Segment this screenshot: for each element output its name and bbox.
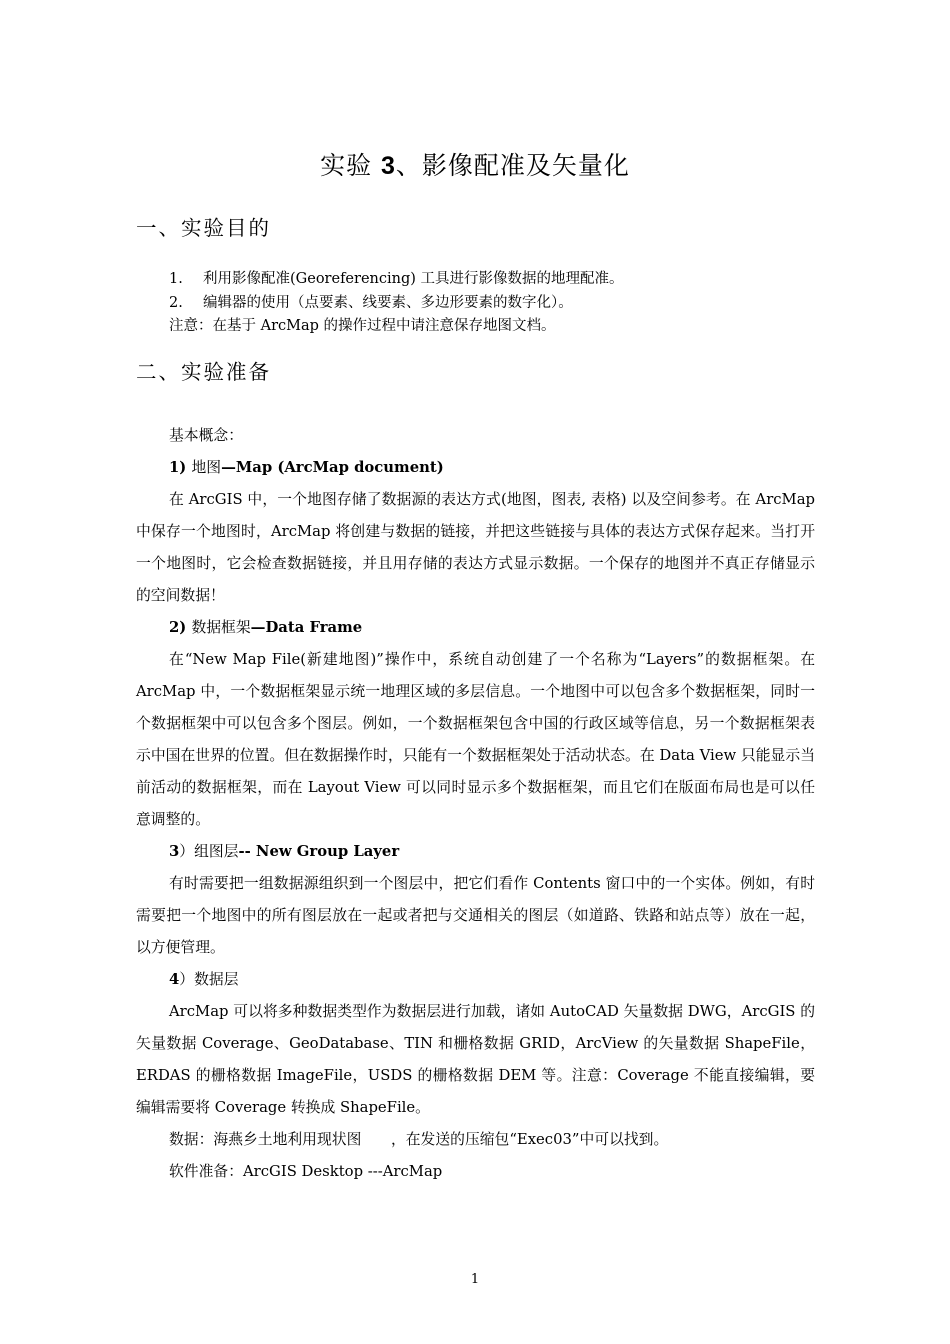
note-text: 注意：在基于 ArcMap 的操作过程中请注意保存地图文档。 <box>169 318 556 334</box>
objectives-list <box>169 268 819 339</box>
subheading-map: 1) 地图—Map (ArcMap document) <box>169 459 444 476</box>
subheading-data-frame: 2) 数据框架—Data Frame <box>169 619 363 636</box>
software-line: 软件准备：ArcGIS Desktop ---ArcMap <box>169 1163 443 1180</box>
list-item: 2. 编辑器的使用（点要素、线要素、多边形要素的数字化）。 <box>169 294 573 311</box>
preparation-body <box>136 420 815 1188</box>
section-heading-preparation: 二、实验准备 <box>136 360 271 384</box>
paragraph-map: 在 ArcGIS 中，一个地图存储了数据源的表达方式(地图，图表, 表格) 以及空间参考。在 ArcMap 中保存一个地图时，ArcMap 将创建与数据的链接，并把这些链接与具体的表达方式保存起来。当打开一个地图时，它会检查数据链接，并且用存储的表达方式显示数据。一个保存的地图并不真正存储显示的空间数据！ <box>136 491 815 604</box>
paragraph-data-layer: ArcMap 可以将多种数据类型作为数据层进行加载，诸如 AutoCAD 矢量数据 DWG，ArcGIS 的矢量数据 Coverage、GeoDatabase、TIN 和栅格数据 GRID，ArcView 的矢量数据 ShapeFile，ERDAS 的栅格数据 ImageFile，USDS 的栅格数据 DEM 等。注意：Coverage 不能直接编辑，要编辑需要将 Coverage 转换成 ShapeFile。 <box>136 1003 815 1116</box>
paragraph-data-frame: 在“New Map File(新建地图)”操作中，系统自动创建了一个名称为“Layers”的数据框架。在 ArcMap 中，一个数据框架显示统一地理区域的多层信息。一个地图中可以包含多个数据框架，同时一个数据框架中可以包含多个图层。例如，一个数据框架包含中国的行政区域等信息，另一个数据框架表示中国在世界的位置。但在数据操作时，只能有一个数据框架处于活动状态。在 Data View 只能显示当前活动的数据框架，而在 Layout View 可以同时显示多个数据框架，而且它们在版面布局也是可以任意调整的。 <box>136 651 815 828</box>
data-line: 数据：海燕乡土地利用现状图 ，在发送的压缩包“Exec03”中可以找到。 <box>169 1131 669 1148</box>
subheading-group-layer: 3）组图层-- New Group Layer <box>169 843 400 860</box>
page-number: 1 <box>470 1272 480 1287</box>
section-heading-objectives: 一、实验目的 <box>136 216 271 240</box>
list-item: 1. 利用影像配准(Georeferencing) 工具进行影像数据的地理配准。 <box>169 271 624 287</box>
paragraph-group-layer: 有时需要把一组数据源组织到一个图层中，把它们看作 Contents 窗口中的一个实体。例如，有时需要把一个地图中的所有图层放在一起或者把与交通相关的图层（如道路、铁路和站点等）放在一起，以方便管理。 <box>136 875 815 956</box>
intro-text: 基本概念： <box>169 427 243 444</box>
subheading-data-layer: 4）数据层 <box>169 971 239 988</box>
page-title: 实验 3、影像配准及矢量化 <box>320 151 630 180</box>
